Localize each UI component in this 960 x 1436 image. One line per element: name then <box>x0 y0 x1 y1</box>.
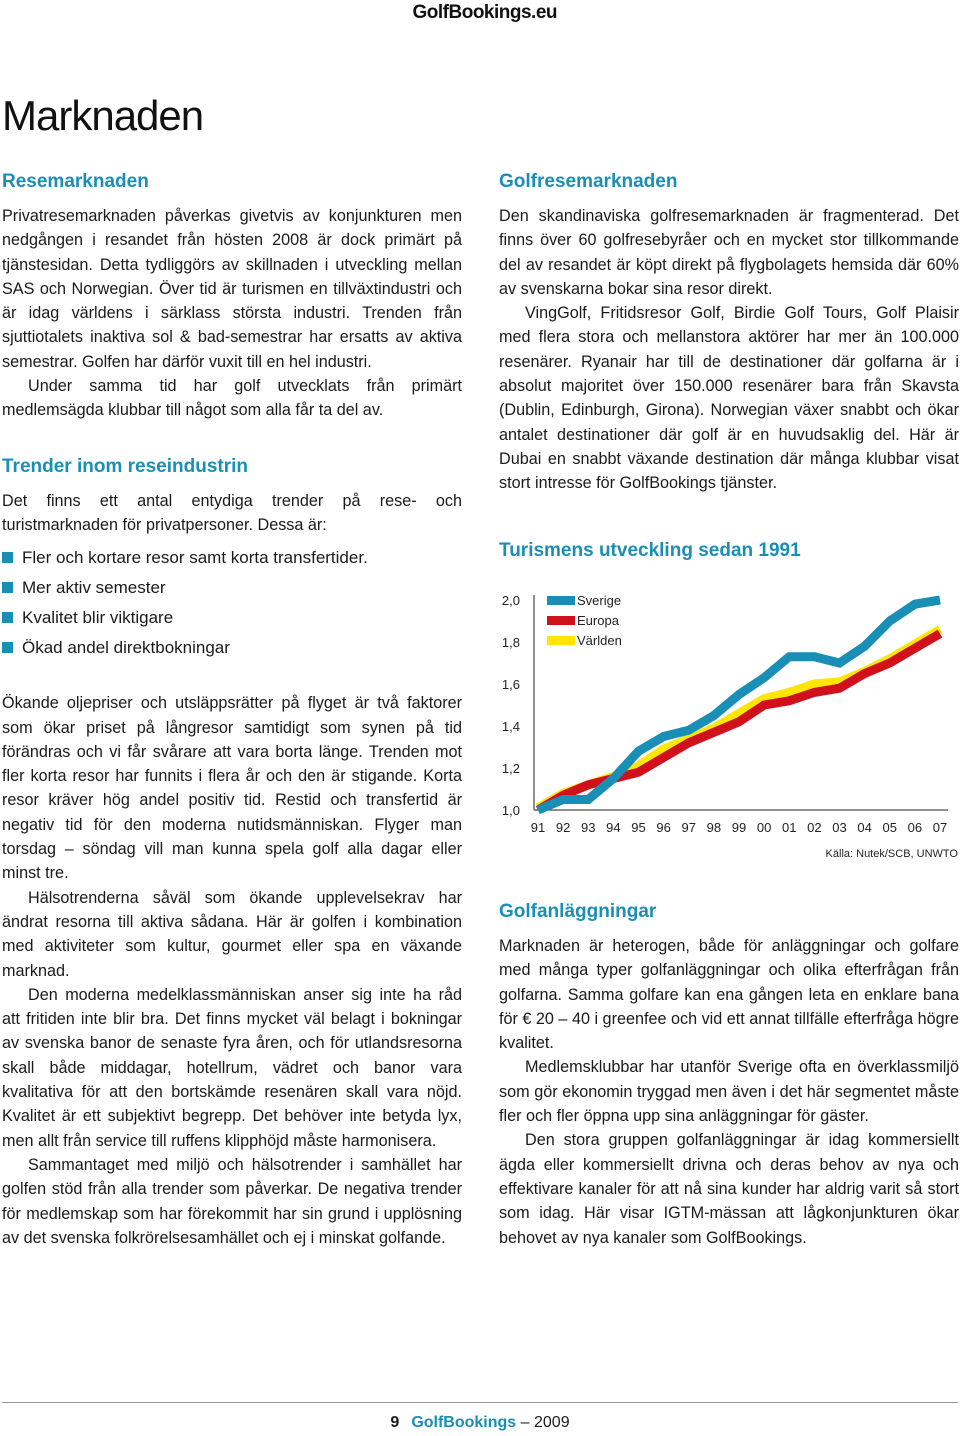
footer-year: – 2009 <box>520 1414 570 1431</box>
paragraph: Den moderna medelklassmänniskan anser sig inte ha råd att fritiden inte blir bra. Det finns mycket väl belagt i bokningar av svenska banor de senaste fyra åren, och för utlandsresorna skall både middagar, hotellrum, vädret och banor vara kvalitativa för att den bortskämde resenären skall vara nöjd. Kvalitet är ett subjektivt begrepp. Det behöver inte betyda lyx, men allt från service till ruffens klipphöjd måste harmonisera. <box>2 985 462 1150</box>
paragraph: Ökande oljepriser och utsläppsrätter på flyget är två faktorer som ökar priset på långresor samtidigt som synen på tid förändras och vi får svårare att vara borta länge. Trenden mot fler korta resor har funnits i flera år och den är stigande. Korta resor kräver hög andel positiv tid. Restid och transfertid är negativ tid för den moderna nutidsmänniskan. Flyger man torsdag – söndag vill man kunna spela golf alla dagar eller minst tre. <box>2 694 462 883</box>
x-tick-label: 02 <box>807 820 822 835</box>
paragraph: Hälsotrenderna såväl som ökande upplevelsekrav har ändrat resorna till aktiva sådana. Här är golfen i kombination med aktiviteter som kultur, gourmet eller spa en växande marknad. <box>2 888 462 980</box>
footer-divider <box>2 1402 958 1403</box>
paragraph: Den stora gruppen golfanläggningar är idag kommersiellt ägda eller kommersiellt drivna och deras behov av nya och effektivare kanaler för att nå sina kunder har aldrig varit så stort som idag. Här visar IGTM-mässan att lågkonjunkturen ökar behovet av nya kanaler som GolfBookings. <box>499 1131 959 1247</box>
list-item: Mer aktiv semester <box>2 573 462 603</box>
legend-swatch <box>547 636 575 645</box>
list-item: Fler och kortare resor samt korta transfertider. <box>2 543 462 573</box>
footer-brand: GolfBookings <box>411 1414 517 1431</box>
x-tick-label: 92 <box>555 820 571 835</box>
x-tick-label: 93 <box>581 820 596 835</box>
y-tick-label: 1,4 <box>501 719 520 734</box>
paragraph: Det finns ett antal entydiga trender på rese- och turistmarknaden för privatpersoner. Dessa är: <box>2 491 462 534</box>
x-tick-label: 04 <box>857 820 872 835</box>
chart-title: Turismens utveckling sedan 1991 <box>499 540 801 561</box>
paragraph: Under samma tid har golf utvecklats från primärt medlemsägda klubbar till något som alla får ta del av. <box>2 377 462 420</box>
x-tick-label: 00 <box>756 820 772 835</box>
paragraph: Den skandinaviska golfresemarknaden är fragmenterad. Det finns över 60 golfresebyråer och en mycket stor tillkommande del av resandet är köpt direkt på flygbolagets hemsida där 60% av svenskarna bokar sina resor direkt. <box>499 207 959 298</box>
right-column-lower <box>499 898 959 1250</box>
x-tick-label: 96 <box>656 820 671 835</box>
x-tick-label: 01 <box>782 820 797 835</box>
list-item: Ökad andel direktbokningar <box>2 633 462 663</box>
x-tick-label: 07 <box>932 820 948 835</box>
x-tick-label: 98 <box>706 820 722 835</box>
y-tick-label: 1,8 <box>501 635 520 650</box>
bullet-square-icon <box>2 552 13 563</box>
x-tick-label: 99 <box>731 820 747 835</box>
page-title: Marknaden <box>2 92 204 139</box>
legend-swatch <box>547 596 575 605</box>
section-heading-resemarknaden: Resemarknaden <box>2 171 149 192</box>
paragraph: VingGolf, Fritidsresor Golf, Birdie Golf Tours, Golf Plaisir med flera stora och mellanstora aktörer har mer än 100.000 resenärer. Ryanair har till de destinationer där golfarna är i absolut majoritet över 150.000 resenärer bara från Skavsta (Dublin, Edinburgh, Girona). Norwegian växer snabbt och ökar antalet destinationer där golf är en huvudsaklig del. Här är Dubai en snabbt växande destination där många klubbar visat stort intresse för GolfBookings tjänster. <box>499 304 959 493</box>
x-tick-label: 94 <box>606 820 621 835</box>
bullet-square-icon <box>2 642 13 653</box>
x-tick-label: 03 <box>832 820 847 835</box>
page-number: 9 <box>390 1414 400 1431</box>
list-item: Kvalitet blir viktigare <box>2 603 462 633</box>
y-tick-label: 1,2 <box>501 761 520 776</box>
x-tick-label: 97 <box>681 820 696 835</box>
section-heading-golfresemarknaden: Golfresemarknaden <box>499 171 678 192</box>
footer <box>0 1414 960 1432</box>
legend-label: Sverige <box>577 593 622 608</box>
y-tick-label: 2,0 <box>501 593 520 608</box>
trend-list <box>2 543 462 663</box>
paragraph: Sammantaget med miljö och hälsotrender i samhället har golfen stöd från alla trender som påverkar. De negativa trender för medlemskap som har förekommit har sin grund i upplösning av det svenska folkrörelsesamhället och ej i minskat golfande. <box>2 1155 462 1247</box>
x-tick-label: 95 <box>631 820 646 835</box>
legend-label: Europa <box>577 613 619 628</box>
bullet-square-icon <box>2 612 13 623</box>
x-tick-label: 91 <box>530 820 546 835</box>
paragraph: Marknaden är heterogen, både för anläggningar och golfare med många typer golfanläggningar och olika efterfrågan från golfarna. Samma golfare kan ena gången leta en enklare bana för € 20 – 40 i greenfee och vid ett annat tillfälle efterfråga högre kvalitet. <box>499 937 959 1053</box>
y-tick-label: 1,0 <box>501 803 520 818</box>
tourism-line-chart <box>490 585 960 865</box>
right-column <box>499 168 959 496</box>
section-heading-trender: Trender inom reseindustrin <box>2 455 248 477</box>
legend-label: Världen <box>577 633 622 648</box>
paragraph: Medlemsklubbar har utanför Sverige ofta en överklassmiljö som gör ekonomin tryggad men även i det här segmentet måste fler och fler öppna upp sina anläggningar för gäster. <box>499 1058 959 1126</box>
left-column <box>2 168 462 1250</box>
brand-logo: GolfBookings.eu <box>412 2 557 23</box>
x-tick-label: 06 <box>907 820 923 835</box>
paragraph: Privatresemarknaden påverkas givetvis av konjunkturen men nedgången i resandet från hösten 2008 är dock primärt på tjänstesidan. Detta tydliggörs av skillnaden i utveckling mellan SAS och Norwegian. Över tid är turismen en tillväxtindustri och är idag världens i särklass största industri. Trenden från sjuttiotalets inaktiva sol & bad-semestrar har ersatts av aktiva semestrar. Golfen har därför vuxit till en hel industri. <box>2 207 462 371</box>
chart-source: Källa: Nutek/SCB, UNWTO <box>825 848 958 860</box>
section-heading-golfanlaggningar: Golfanläggningar <box>499 901 657 922</box>
x-tick-label: 05 <box>882 820 897 835</box>
legend-swatch <box>547 616 575 625</box>
bullet-square-icon <box>2 582 13 593</box>
y-tick-label: 1,6 <box>501 677 520 692</box>
